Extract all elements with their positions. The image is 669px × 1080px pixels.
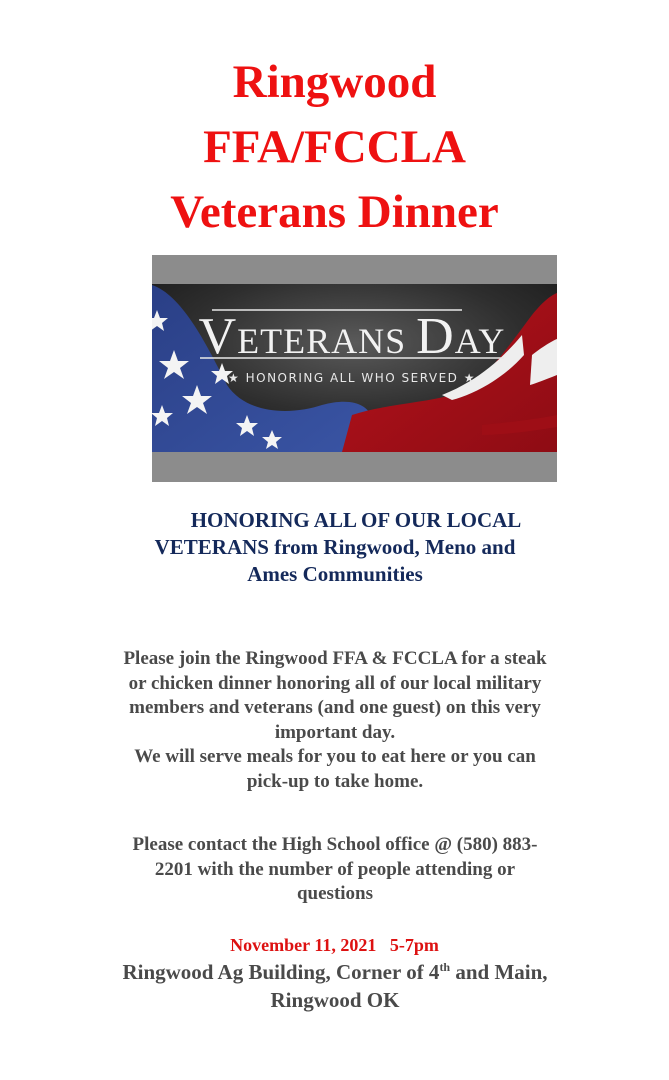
event-location — [40, 958, 630, 1014]
title-line-ringwood: Ringwood — [232, 56, 437, 108]
star-icon: ★ — [228, 371, 241, 385]
contact-line-1: Please contact the High School office @ (580) 883- — [132, 834, 538, 855]
location-line-1: Ringwood Ag Building, Corner of 4th and Main, — [122, 960, 548, 984]
invite-line-1: Please join the Ringwood FFA & FCCLA for a steak — [123, 648, 547, 669]
title-line-ffa-fccla: FFA/FCCLA — [203, 121, 466, 173]
honor-line-3: Ames Communities — [247, 562, 423, 586]
location-line-2: Ringwood OK — [270, 988, 400, 1012]
svg-text:★ HONORING ALL WHO SERVED ★: ★ HONORING ALL WHO SERVED ★ — [228, 371, 476, 385]
invite-line-5: We will serve meals for you to eat here or you can — [134, 746, 536, 767]
contact-line-2: 2201 with the number of people attending or — [154, 858, 516, 880]
honor-line-1: HONORING ALL OF OUR LOCAL — [190, 508, 522, 532]
honor-line-2: VETERANS from Ringwood, Meno and — [154, 535, 516, 559]
invitation-paragraph — [60, 647, 610, 794]
invite-line-6: pick-up to take home. — [246, 770, 424, 792]
svg-text:VETERANS DAY: VETERANS DAY — [198, 308, 506, 365]
invite-line-2: or chicken dinner honoring all of our local military — [128, 672, 542, 694]
title-line-veterans-dinner: Veterans Dinner — [170, 186, 499, 238]
flyer-title — [0, 50, 669, 245]
honoring-veterans-heading — [80, 507, 590, 588]
contact-line-3: questions — [296, 883, 374, 904]
invite-line-4: important day. — [274, 721, 396, 743]
star-icon: ★ — [463, 371, 476, 385]
contact-paragraph — [60, 833, 610, 907]
invite-line-3: members and veterans (and one guest) on this very — [129, 697, 541, 718]
event-date-time: November 11, 2021 5-7pm — [230, 935, 439, 955]
veterans-day-banner-image — [152, 255, 557, 482]
